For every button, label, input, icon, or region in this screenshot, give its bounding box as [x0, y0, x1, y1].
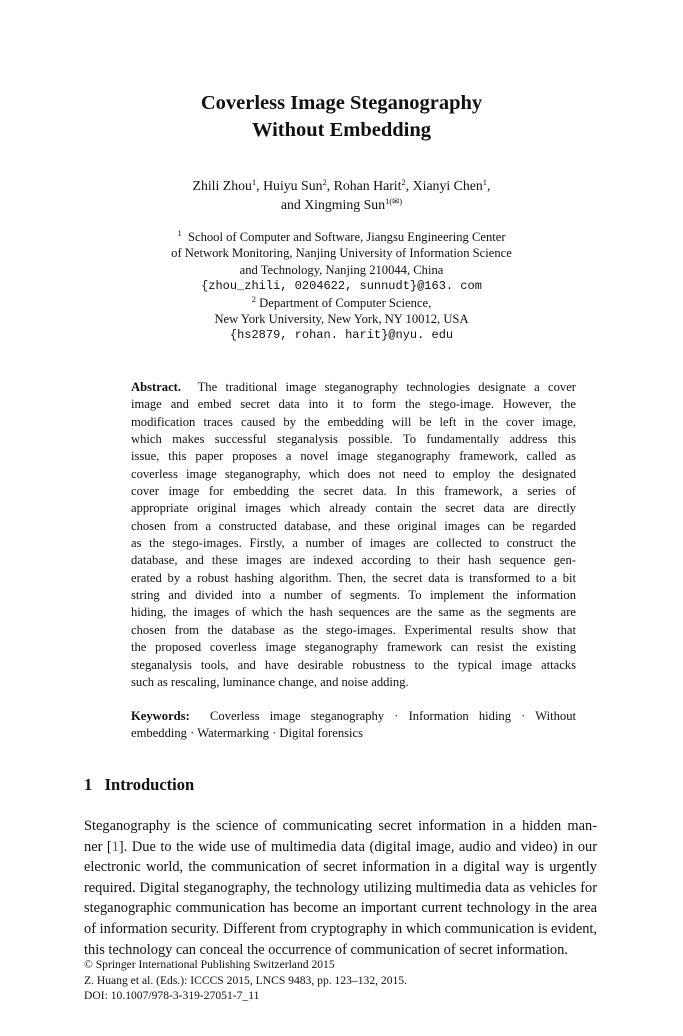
body-text: ]. Due to the wide use of multimedia data (digital image, audio and video) in our: [118, 838, 597, 855]
copyright: © Springer International Publishing Switzerland 2015: [84, 958, 335, 971]
author-sup: 1: [482, 177, 488, 187]
abstract-line: erated by a robust hashing algorithm. Then, the secret data is transformed to a bit: [131, 570, 576, 585]
author: Zhili Zhou: [192, 178, 252, 193]
body-line: steganographic communication has become an important current technology in the area: [84, 900, 597, 917]
affiliation-mark: 1: [177, 228, 182, 238]
abstract-line: database, and these images are indexed according to their hash sequence gen-: [131, 553, 576, 568]
abstract-line: chosen from the database as the stego-images. Experimental results show that: [131, 622, 576, 637]
keywords: [131, 708, 576, 743]
author: Huiyu Sun: [263, 178, 323, 193]
body-line: electronic world, the communication of secret information in a digital way is urgently: [84, 859, 597, 876]
body-line: [84, 837, 597, 858]
email: {zhou_zhili, 0204622, sunnudt}@163. com: [201, 279, 482, 294]
keywords-line: [131, 708, 576, 725]
abstract-line: cover image for embedding the secret data. In this framework, a series of: [131, 484, 576, 499]
citation-link[interactable]: 1: [111, 838, 119, 855]
introduction-text: [84, 816, 597, 960]
affiliation-line: [0, 229, 683, 245]
abstract-line: hiding, the images of which the hash sequences are the same as the segments are: [131, 605, 576, 620]
keywords-line: embedding · Watermarking · Digital forensics: [131, 726, 364, 741]
email: {hs2879, rohan. harit}@nyu. edu: [229, 328, 454, 343]
body-line: this technology can conceal the occurrence of communication of secret information.: [84, 941, 568, 958]
abstract-line: string and divided into a number of segments. To implement the information: [131, 588, 576, 603]
affiliation-line: and Technology, Nanjing 210044, China: [239, 262, 444, 277]
abstract-line: chosen from a constructed database, and these original images can be regarded: [131, 518, 576, 533]
doi: DOI: 10.1007/978-3-319-27051-7_11: [84, 989, 260, 1003]
body-line: required. Digital steganography, the technology utilizing multimedia data as vehicles for: [84, 879, 597, 896]
section-number: 1: [84, 775, 93, 794]
abstract-line: coverless image steganography, which does not need to employ the designated: [131, 466, 576, 481]
abstract: [131, 379, 576, 691]
keywords-label: Keywords:: [131, 709, 190, 723]
abstract-line: modification traces caused by the embedding will be left in the cover image,: [131, 414, 576, 429]
abstract-line: issue, this paper proposes a novel image steganography framework, called as: [131, 449, 576, 464]
affiliation-text: School of Computer and Software, Jiangsu Engineering Center: [187, 230, 506, 244]
author: and Xingming Sun: [280, 197, 386, 212]
author-sup: 2: [322, 177, 327, 187]
abstract-line: image and embed secret data into it to form the stego-image. However, the: [131, 397, 576, 412]
keywords-text: Coverless image steganography · Information hiding · Without: [210, 709, 577, 723]
abstract-line: [131, 379, 576, 396]
body-line: Steganography is the science of communicating secret information in a hidden man-: [84, 818, 597, 834]
abstract-line: which makes successful steganalysis possible. To fundamentally address this: [131, 432, 576, 447]
section-title: Introduction: [104, 775, 195, 794]
body-line: of information security. Different from cryptography in which communication is evident,: [84, 920, 597, 937]
title-line: Coverless Image Steganography: [200, 92, 483, 114]
affiliation-mark: 2: [251, 293, 257, 304]
affiliation-line: of Network Monitoring, Nanjing University of Information Science: [171, 246, 512, 261]
body-text: ner [: [84, 838, 112, 855]
affiliation-line: New York University, New York, NY 10012, USA: [214, 312, 469, 327]
citation-info: Z. Huang et al. (Eds.): ICCCS 2015, LNCS 9483, pp. 123–132, 2015.: [84, 973, 408, 987]
abstract-label: Abstract.: [131, 380, 182, 394]
corresponding-author-mark: 1(✉): [385, 196, 403, 206]
affiliation-line: [0, 295, 683, 311]
abstract-text: The traditional image steganography technologies designate a cover: [197, 380, 576, 394]
author-sup: 1: [251, 177, 257, 187]
title-line: Without Embedding: [251, 119, 432, 141]
paper-title: [0, 90, 683, 144]
footer: [84, 957, 407, 1004]
affiliations: [0, 229, 683, 344]
abstract-line: the proposed coverless image steganography framework can resist the existing: [131, 640, 576, 655]
author-list: [0, 176, 683, 214]
affiliation-text: Department of Computer Science,: [259, 295, 432, 310]
abstract-line: appropriate original images which already contain the secret data are directly: [131, 501, 576, 516]
author: Xianyi Chen: [412, 178, 483, 193]
abstract-line: as the stego-images. Firstly, a number of images are collected to construct the: [131, 536, 576, 551]
author: Rohan Harit: [333, 178, 402, 193]
abstract-line: such as rescaling, luminance change, and noise adding.: [131, 674, 409, 689]
author-sup: 2: [401, 177, 406, 187]
author-line: [0, 195, 683, 214]
section-heading: [84, 775, 194, 795]
author-line: Zhili Zhou$^1$, Huiyu Sun$^2$, Rohan Harit$^2$, Xianyi Chen$^1$,: [192, 177, 491, 193]
abstract-line: steganalysis tools, and have desirable robustness to the typical image attacks: [131, 657, 576, 672]
